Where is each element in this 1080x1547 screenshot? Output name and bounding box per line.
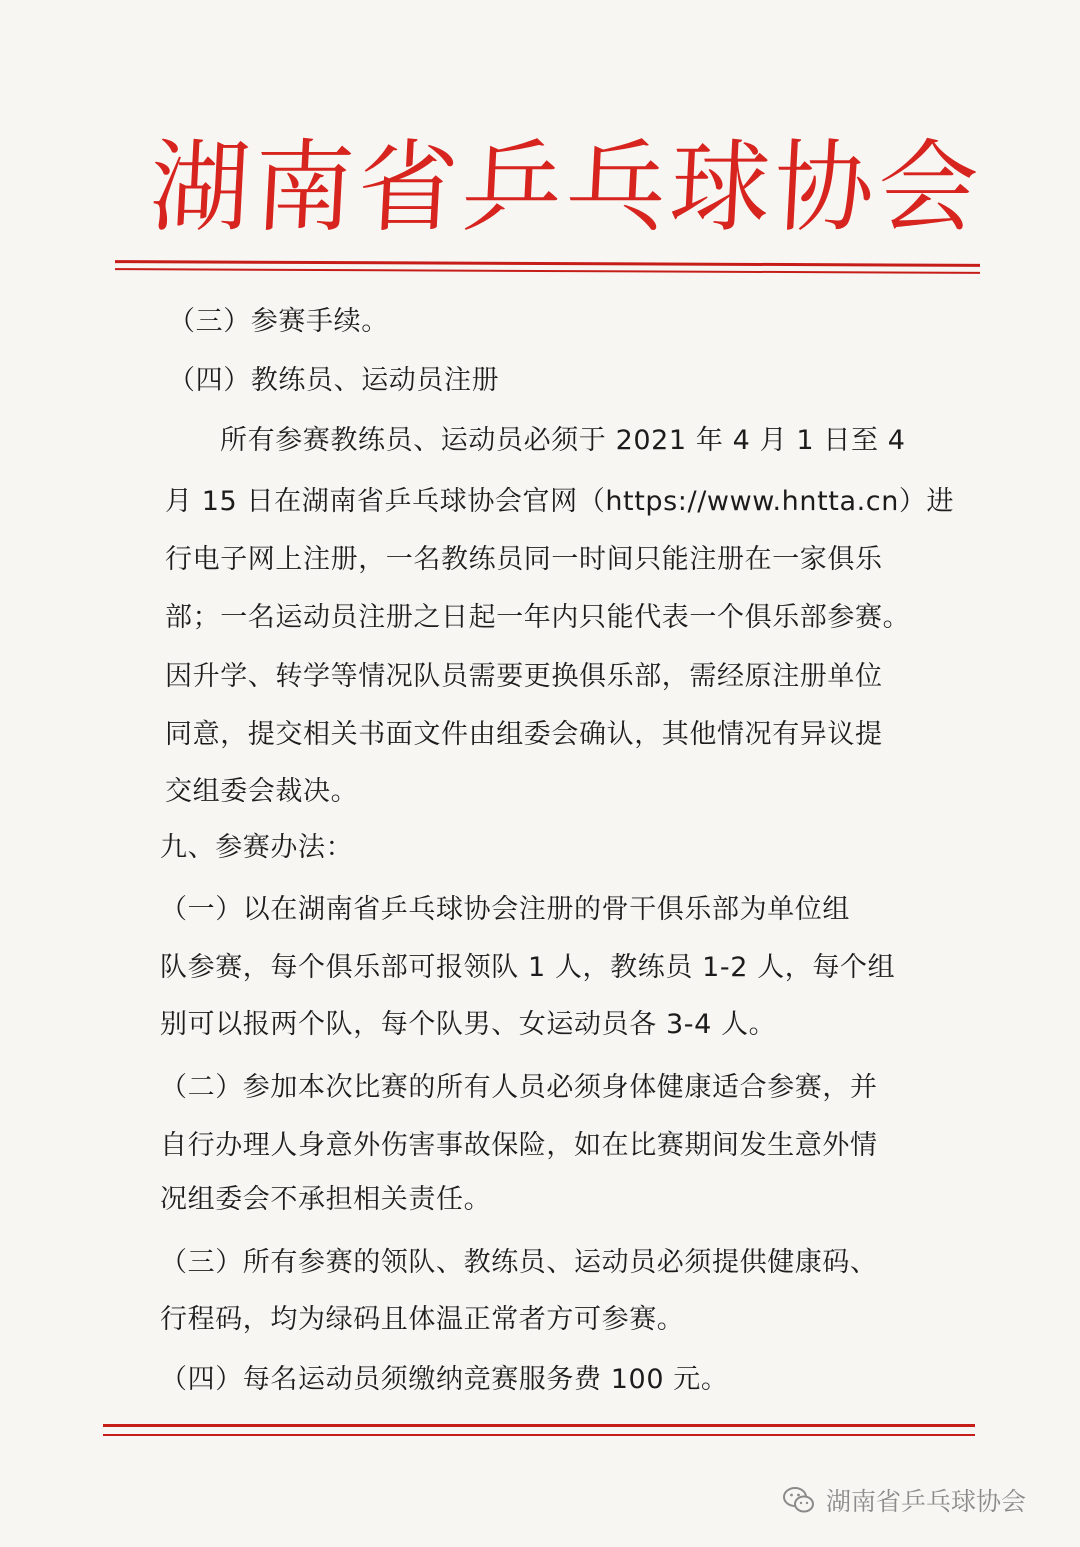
section-heading: 九、参赛办法： xyxy=(160,832,354,863)
header-rule-top xyxy=(115,260,980,267)
wechat-icon xyxy=(782,1485,816,1515)
paragraph-line: 别可以报两个队，每个队男、女运动员各 3-4 人。 xyxy=(160,1009,777,1040)
wechat-watermark xyxy=(782,1480,1026,1520)
paragraph-line: 况组委会不承担相关责任。 xyxy=(160,1184,492,1215)
paragraph-line: 因升学、转学等情况队员需要更换俱乐部，需经原注册单位 xyxy=(165,661,883,692)
paragraph-line: 交组委会裁决。 xyxy=(165,776,359,807)
paragraph-line: 行程码，均为绿码且体温正常者方可参赛。 xyxy=(160,1304,685,1335)
header-rule-bottom xyxy=(115,268,980,274)
paragraph-line: 自行办理人身意外伤害事故保险，如在比赛期间发生意外情 xyxy=(160,1130,878,1161)
paragraph-line: 行电子网上注册，一名教练员同一时间只能注册在一家俱乐 xyxy=(165,544,883,575)
paragraph-line: 月 15 日在湖南省乒乓球协会官网（https://www.hnttа.cn）进 xyxy=(165,486,955,517)
paragraph-line: （三）所有参赛的领队、教练员、运动员必须提供健康码、 xyxy=(160,1247,878,1278)
paragraph-line: 同意，提交相关书面文件由组委会确认，其他情况有异议提 xyxy=(165,719,883,750)
footer-rule-top xyxy=(103,1424,975,1427)
paragraph-line: 所有参赛教练员、运动员必须于 2021 年 4 月 1 日至 4 xyxy=(220,425,906,456)
paragraph-line: （四）每名运动员须缴纳竞赛服务费 100 元。 xyxy=(160,1364,729,1395)
paragraph-line: （二）参加本次比赛的所有人员必须身体健康适合参赛，并 xyxy=(160,1072,878,1103)
watermark-text: 湖南省乒乓球协会 xyxy=(826,1487,1027,1516)
letterhead-title: 湖南省乒乓球协会 xyxy=(146,129,986,246)
paragraph-line: 队参赛，每个俱乐部可报领队 1 人，教练员 1-2 人，每个组 xyxy=(160,952,896,983)
section-heading: （三）参赛手续。 xyxy=(168,306,389,337)
paragraph-line: 部；一名运动员注册之日起一年内只能代表一个俱乐部参赛。 xyxy=(165,602,911,633)
section-heading: （四）教练员、运动员注册 xyxy=(168,365,500,396)
footer-rule-bottom xyxy=(103,1434,975,1436)
paragraph-line: （一）以在湖南省乒乓球协会注册的骨干俱乐部为单位组 xyxy=(160,894,850,925)
